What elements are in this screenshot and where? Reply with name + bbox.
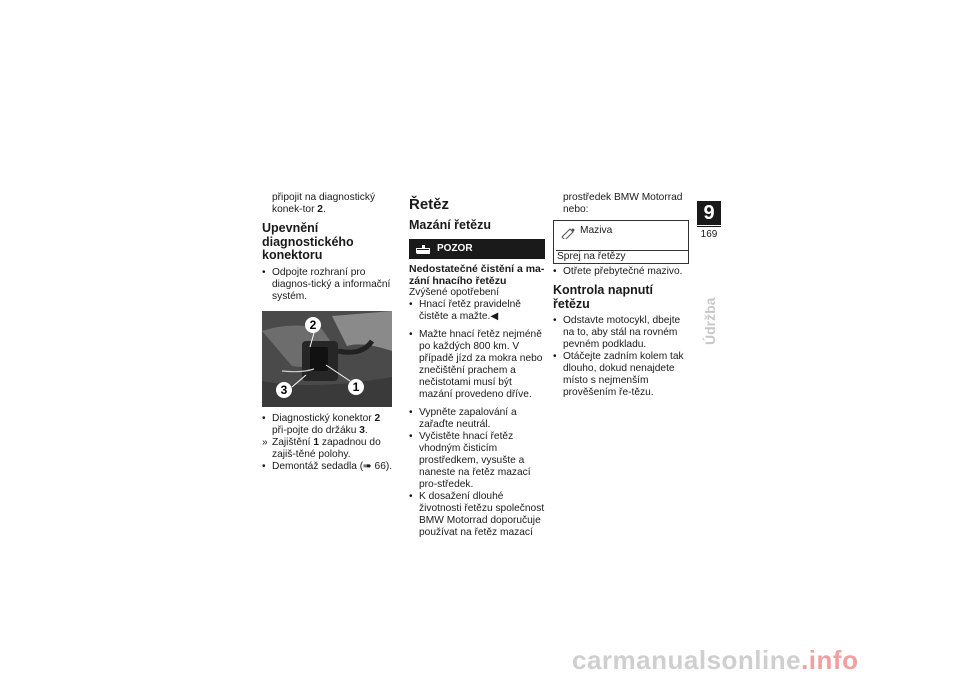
list-item: • K dosažení dlouhé životnosti řetězu společnost BMW Motorrad doporučuje používat na řetěz mazací (409, 491, 545, 539)
list-item: • Odpojte rozhraní pro diagnos-tický a informační systém. (262, 267, 394, 303)
warning-text: Zvýšené opotřebení (409, 286, 500, 298)
lubricant-icon (560, 227, 576, 239)
heading-chain-lubrication: Mazání řetězu (409, 218, 491, 232)
list-item (262, 413, 394, 437)
bullet-2-end: . (364, 424, 368, 436)
result-item (262, 437, 394, 461)
list-item: • Mažte hnací řetěz nejméně po každých 800 km. V případě jízd za mokra nebo znečištění prachem a nečistotami musí být mazání provedeno dříve. (409, 329, 545, 401)
page-number: 169 (700, 229, 718, 240)
warning-banner (409, 239, 545, 259)
chapter-number: 9 (697, 201, 721, 225)
photo-label-2: 2 (309, 317, 317, 332)
column-right (553, 192, 689, 399)
photo-label-3: 3 (280, 382, 288, 397)
result-text: Zajištění (272, 436, 314, 448)
list-item: • Vyčistěte hnací řetěz vhodným čisticím prostředkem, vysušte a naneste na řetěz mazací pro-středek. (409, 431, 545, 491)
warning-label: POZOR (437, 242, 473, 254)
lubricant-box (553, 220, 689, 264)
heading-chain-tension: Kontrola napnutí řetězu (553, 283, 653, 311)
warning-subheading: Nedostatečné čistění a ma-zání hnacího řetězu (409, 262, 545, 287)
list-lubrication (409, 299, 545, 539)
bullet-2-ref2: 3 (359, 424, 365, 436)
list-diagnostic-2 (262, 413, 394, 473)
heading-diagnostic-connector: Upevnění diagnostického konektoru (262, 221, 354, 262)
continued-text: prostředek BMW Motorrad nebo: (563, 192, 683, 215)
list-item: • Otřete přebytečné mazivo. (553, 266, 689, 278)
result-ref: 1 (313, 436, 320, 448)
lubricant-box-item: Sprej na řetězy (556, 250, 688, 263)
lubricant-box-title: Maziva (580, 225, 613, 236)
list-item: • Vypněte zapalování a zařaďte neutrál. (409, 407, 545, 431)
list-item: • Demontáž sedadla (➠ 66). (262, 461, 394, 473)
column-middle (409, 192, 545, 539)
intro-end: . (322, 204, 326, 215)
list-item: • Hnací řetěz pravidelně čistěte a mažte.◀ (409, 299, 545, 323)
watermark (572, 645, 858, 676)
list-tension (553, 315, 689, 399)
watermark-domain: .info (801, 645, 859, 675)
chapter-section-title: Řetěz (409, 196, 450, 213)
intro-text-main: připojit na diagnostický konek-tor (272, 192, 376, 215)
bullet-2-text: Diagnostický konektor (272, 412, 375, 424)
chapter-divider (697, 226, 721, 227)
intro-ref: 2 (317, 204, 323, 215)
intro-text (262, 192, 394, 216)
result-text-b: zapadnou do zajiš-těné polohy. (272, 436, 381, 460)
column-left (262, 192, 394, 473)
watermark-main: carmanualsonline (572, 645, 802, 675)
list-item: • Otáčejte zadním kolem tak dlouho, dokud nenajdete místo s nejmenším prověšením ře-tězu. (553, 351, 689, 399)
list-diagnostic-1 (262, 267, 394, 303)
warning-hand-icon (415, 243, 431, 255)
list-wipe (553, 266, 689, 278)
connector-photo (262, 311, 392, 407)
list-item: • Odstavte motocykl, dbejte na to, aby stál na rovném pevném podkladu. (553, 315, 689, 351)
bullet-2-text-b: při-pojte do držáku (272, 424, 360, 436)
bullet-2-ref: 2 (374, 412, 381, 424)
chapter-side-label: Údržba (702, 297, 718, 345)
photo-label-1: 1 (352, 379, 360, 394)
